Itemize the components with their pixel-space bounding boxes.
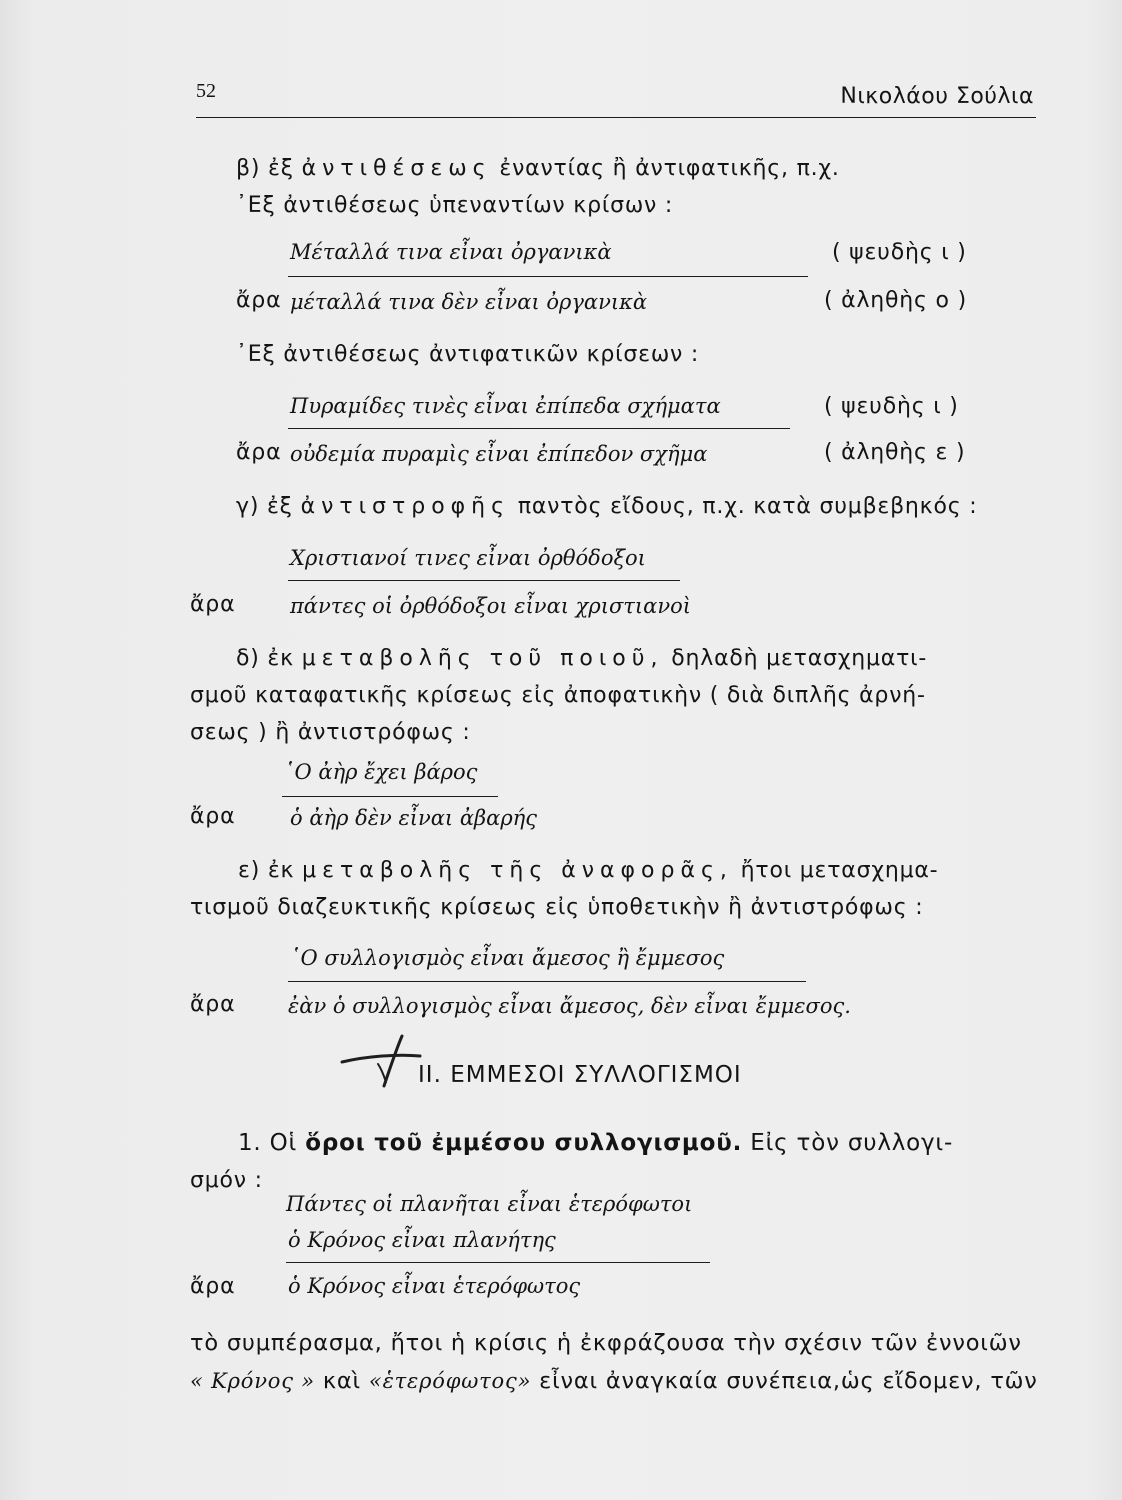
paragraph-e-line-2: τισμοῦ διαζευκτικῆς κρίσεως εἰς ὑποθετικὴν ἢ ἀντιστρόφως : (190, 895, 924, 920)
conclusion-3: πάντες οἱ ὀρθόδοξοι εἶναι χριστιανοὶ (290, 594, 691, 618)
spaced-term: μεταβολῆς τῆς ἀναφορᾶς, (302, 858, 733, 883)
section-heading: ΙΙ. ΕΜΜΕΣΟΙ ΣΥΛΛΟΓΙΣΜΟΙ (418, 1062, 742, 1088)
premise-rule (286, 1262, 710, 1263)
premise-rule (288, 428, 790, 429)
conclusion-2-value: ( ἀληθὴς ε ) (824, 440, 966, 465)
text-run: ἐναντίας ἢ ἀντιφατικῆς, π.χ. (491, 156, 840, 181)
closing-line-1: τὸ συμπέρασμα, ἤτοι ἡ κρίσις ἡ ἐκφράζουσα τὴν σχέσιν τῶν ἐννοιῶν (190, 1330, 1022, 1356)
paragraph-d-line-1 (236, 646, 927, 671)
text-run: β) ἐξ (236, 156, 302, 181)
premise-1-value: ( ψευδὴς ι ) (832, 240, 967, 265)
paragraph-1-line-2: σμόν : (190, 1168, 263, 1193)
text-run: ε) ἐκ (238, 858, 303, 883)
spaced-term: ἀντιστροφῆς (300, 494, 511, 519)
premise-rule (288, 981, 806, 982)
bold-term: ὅροι τοῦ ἐμμέσου συλλογισμοῦ. (305, 1130, 743, 1156)
contradictory-heading: ᾿Εξ ἀντιθέσεως ἀντιφατικῶν κρίσεων : (236, 342, 700, 367)
paragraph-e-line-1 (238, 858, 938, 883)
ara-label: ἄρα (190, 592, 236, 617)
premise-5: ῾Ο συλλογισμὸς εἶναι ἄμεσος ἢ ἔμμεσος (290, 946, 725, 970)
syllogism-major: Πάντες οἱ πλανῆται εἶναι ἑτερόφωτοι (286, 1192, 693, 1216)
paragraph-b-line (236, 156, 840, 181)
conclusion-2: οὐδεμία πυραμὶς εἶναι ἐπίπεδον σχῆμα (290, 442, 708, 466)
premise-1: Μέταλλά τινα εἶναι ὀργανικὰ (290, 240, 612, 264)
syllogism-minor: ὁ Κρόνος εἶναι πλανήτης (288, 1228, 556, 1252)
conclusion-4: ὁ ἀὴρ δὲν εἶναι ἀβαρής (290, 806, 538, 830)
premise-2-value: ( ψευδὴς ι ) (824, 394, 959, 419)
paragraph-d-line-2: σμοῦ καταφατικῆς κρίσεως εἰς ἀποφατικὴν ( διὰ διπλῆς ἀρνή- (190, 683, 926, 708)
premise-3: Χριστιανοί τινες εἶναι ὀρθόδοξοι (290, 546, 646, 570)
ara-label: ἄρα (190, 804, 236, 829)
handwritten-cross-mark (338, 1030, 428, 1090)
paragraph-1-line-1 (238, 1130, 953, 1156)
syllogism-conclusion: ὁ Κρόνος εἶναι ἑτερόφωτος (288, 1274, 581, 1298)
premise-rule (282, 796, 498, 797)
paragraph-d-line-3: σεως ) ἢ ἀντιστρόφως : (190, 720, 471, 745)
header-rule (196, 117, 1036, 118)
text-run: γ) ἐξ (236, 494, 301, 519)
ara-label: ἄρα (190, 992, 236, 1017)
premise-rule (288, 276, 808, 277)
page-number: 52 (196, 80, 216, 102)
text-run: παντὸς εἴδους, π.χ. κατὰ συμβεβηκός : (510, 494, 978, 519)
conclusion-5: ἐὰν ὁ συλλογισμὸς εἶναι ἄμεσος, δὲν εἶναι ἔμμεσος. (288, 994, 851, 1018)
spaced-term: ἀντιθέσεως (301, 156, 492, 181)
text-run: 1. Οἱ (238, 1130, 306, 1156)
text-run: δηλαδὴ μετασχηματι- (663, 646, 928, 671)
premise-2: Πυραμίδες τινὲς εἶναι ἐπίπεδα σχήματα (290, 394, 721, 418)
ara-label: ἄρα (236, 440, 282, 465)
ara-label: ἄρα (236, 288, 282, 313)
closing-line-2 (190, 1368, 1038, 1394)
spaced-term: μεταβολῆς τοῦ ποιοῦ, (301, 646, 664, 671)
ara-label: ἄρα (190, 1274, 236, 1299)
premise-rule (288, 580, 680, 581)
text-run: ἤτοι μετασχημα- (732, 858, 939, 883)
premise-4: ῾Ο ἀὴρ ἔχει βάρος (284, 760, 478, 784)
italic-term: «ἑτερόφωτος» (368, 1369, 532, 1393)
text-run: καὶ (314, 1368, 369, 1394)
running-head-author: Νικολάου Σούλια (840, 84, 1034, 109)
conclusion-1: μέταλλά τινα δὲν εἶναι ὀργανικὰ (290, 290, 648, 314)
contrary-heading: ᾿Εξ ἀντιθέσεως ὑπεναντίων κρίσων : (236, 193, 674, 218)
text-run: δ) ἐκ (236, 646, 302, 671)
conclusion-1-value: ( ἀληθὴς ο ) (824, 288, 967, 313)
italic-term: « Κρόνος » (190, 1369, 315, 1393)
paragraph-g-line (236, 494, 977, 519)
text-run: εἶναι ἀναγκαία συνέπεια,ὡς εἴδομεν, τῶν (531, 1368, 1038, 1394)
text-run: Εἰς τὸν συλλογι- (742, 1130, 954, 1156)
